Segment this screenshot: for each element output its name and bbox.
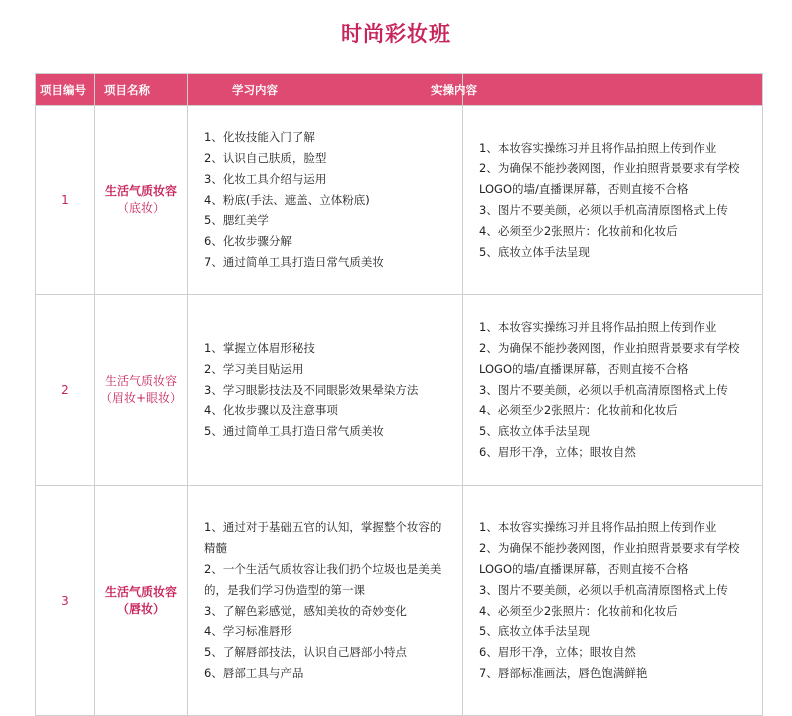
list-item: 2、学习美目贴运用 (204, 361, 304, 376)
list-item: 6、化妆步骤分解 (204, 234, 292, 249)
list-item: 1、本妆容实操练习并且将作品拍照上传到作业 (479, 320, 717, 335)
row-name-sub: （眉妆+眼妆） (99, 391, 183, 405)
practice-cell (463, 486, 763, 716)
row-name-sub: （唇妆） (116, 601, 165, 616)
list-item: 1、本妆容实操练习并且将作品拍照上传到作业 (479, 520, 717, 535)
row-name-main: 生活气质妆容 (104, 584, 177, 599)
list-item: 5、腮红美学 (204, 213, 269, 228)
list-item: 1、本妆容实操练习并且将作品拍照上传到作业 (479, 140, 717, 155)
list-item: 3、学习眼影技法及不同眼影效果晕染方法 (204, 382, 419, 397)
list-item: 2、为确保不能抄袭网图，作业拍照背景要求有学校LOGO的墙/直播课屏幕，否则直接不合格 (479, 341, 740, 376)
list-item: 4、必须至少2张照片：化妆前和化妆后 (479, 603, 678, 618)
list-item: 3、化妆工具介绍与运用 (204, 171, 327, 186)
table-row (36, 486, 763, 716)
row-name-main: 生活气质妆容 (104, 184, 177, 198)
list-item: 4、粉底(手法、遮盖、立体粉底) (204, 192, 370, 207)
list-item: 1、掌握立体眉形秘技 (204, 341, 315, 355)
list-item: 4、必须至少2张照片：化妆前和化妆后 (479, 223, 678, 238)
study-cell (188, 486, 463, 716)
row-name (95, 295, 188, 486)
header-id: 项目编号 (36, 74, 95, 106)
list-item: 5、底妆立体手法呈现 (479, 244, 590, 259)
study-cell (188, 106, 463, 295)
list-item: 2、为确保不能抄袭网图，作业拍照背景要求有学校LOGO的墙/直播课屏幕，否则直接不合格 (479, 541, 740, 576)
list-item: 2、为确保不能抄袭网图，作业拍照背景要求有学校LOGO的墙/直播课屏幕，否则直接不合格 (479, 161, 740, 197)
list-item: 4、必须至少2张照片：化妆前和化妆后 (479, 403, 678, 418)
list-item: 7、唇部标准画法，唇色饱满鲜艳 (479, 665, 648, 680)
list-item: 3、图片不要美颜，必须以手机高清原图格式上传 (479, 382, 728, 397)
list-item: 7、通过简单工具打造日常气质美妆 (204, 254, 384, 269)
row-name-main: 生活气质妆容 (104, 374, 177, 388)
list-item: 1、通过对于基础五官的认知，掌握整个妆容的精髓 (204, 520, 442, 556)
course-table (35, 73, 763, 716)
table-row (36, 295, 763, 486)
study-cell (188, 295, 463, 486)
list-item: 2、认识自己肤质，脸型 (204, 151, 327, 165)
row-name-sub: （底妆） (116, 201, 165, 215)
row-name (95, 486, 188, 716)
row-id: 2 (36, 295, 95, 486)
header-practice: 实操内容 (431, 82, 477, 97)
row-id: 1 (36, 106, 95, 295)
list-item: 4、学习标准唇形 (204, 624, 292, 639)
list-item: 5、底妆立体手法呈现 (479, 624, 590, 639)
practice-list (463, 517, 762, 683)
study-list (188, 517, 462, 683)
header-name: 项目名称 (95, 74, 188, 106)
practice-list (463, 317, 762, 463)
list-item: 3、图片不要美颜，必须以手机高清原图格式上传 (479, 203, 728, 217)
header-practice-cell (431, 74, 763, 106)
list-item: 5、底妆立体手法呈现 (479, 424, 590, 439)
list-item: 1、化妆技能入门了解 (204, 130, 315, 145)
table-header-row (36, 74, 763, 106)
study-list (188, 338, 462, 442)
page-title: 时尚彩妆班 (341, 22, 451, 46)
list-item: 6、眉形干净，立体；眼妆自然 (479, 444, 636, 459)
list-item: 6、眉形干净，立体；眼妆自然 (479, 645, 636, 660)
list-item: 3、了解色彩感觉，感知美妆的奇妙变化 (204, 603, 407, 618)
table-row (36, 106, 763, 295)
study-list (188, 127, 462, 273)
header-study: 学习内容 (188, 74, 463, 106)
practice-list (463, 138, 762, 263)
row-id: 3 (36, 486, 95, 716)
list-item: 5、通过简单工具打造日常气质美妆 (204, 424, 384, 439)
list-item: 6、唇部工具与产品 (204, 665, 304, 680)
practice-cell (463, 295, 763, 486)
list-item: 3、图片不要美颜，必须以手机高清原图格式上传 (479, 582, 728, 597)
list-item: 4、化妆步骤以及注意事项 (204, 403, 338, 418)
list-item: 5、了解唇部技法，认识自己唇部小特点 (204, 645, 407, 660)
practice-cell (463, 106, 763, 295)
list-item: 2、一个生活气质妆容让我们扔个垃圾也是美美的，是我们学习伪造型的第一课 (204, 561, 442, 597)
row-name (95, 106, 188, 295)
